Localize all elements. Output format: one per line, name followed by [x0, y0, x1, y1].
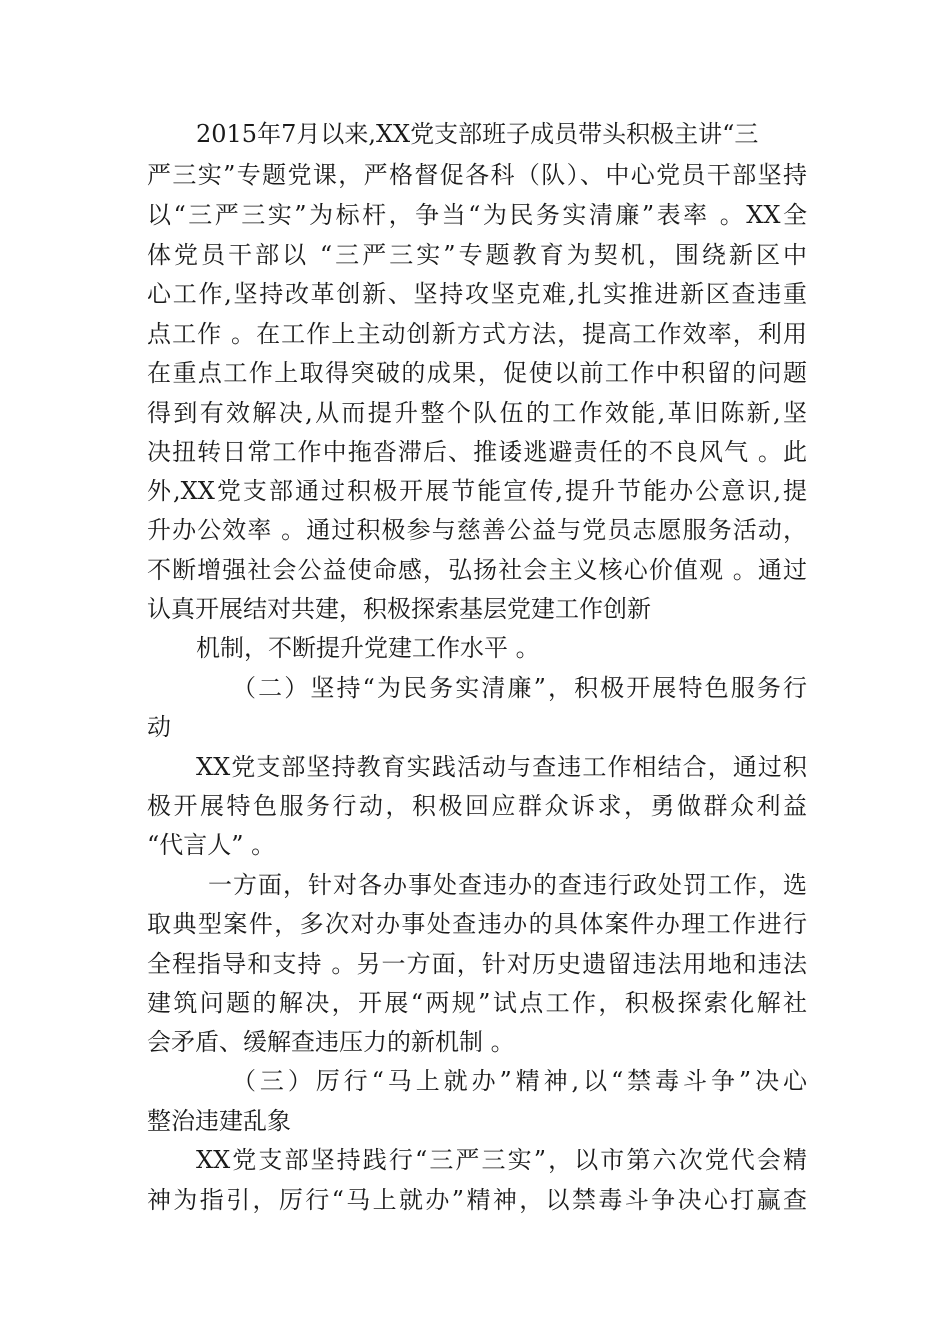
paragraph-line: 得到有效解决,从而提升整个队伍的工作效能,革旧陈新,坚: [147, 399, 807, 427]
paragraph-line: 认真开展结对共建，积极探索基层党建工作创新: [147, 595, 651, 623]
paragraph-line: 取典型案件，多次对办事处查违办的具体案件办理工作进行: [147, 910, 807, 938]
heading-line: （三）厉行“马上就办”精神,以“禁毒斗争”决心: [232, 1067, 807, 1095]
paragraph-line: “代言人” 。: [147, 831, 276, 859]
paragraph-line: 机制，不断提升党建工作水平 。: [196, 634, 540, 662]
paragraph-line: 建筑问题的解决，开展“两规”试点工作，积极探索化解社: [147, 989, 807, 1017]
paragraph-line: 严三实”专题党课，严格督促各科（队）、中心党员干部坚持: [147, 161, 807, 189]
heading-line: （二）坚持“为民务实清廉”，积极开展特色服务行: [232, 674, 807, 702]
paragraph-line: 外,XX党支部通过积极开展节能宣传,提升节能办公意识,提: [147, 477, 807, 505]
paragraph-line: 会矛盾、缓解查违压力的新机制 。: [147, 1028, 515, 1056]
paragraph-line: 升办公效率 。通过积极参与慈善公益与党员志愿服务活动，: [147, 516, 807, 544]
paragraph-line: 决扭转日常工作中拖沓滞后、推诿逃避责任的不良风气 。此: [147, 438, 807, 466]
paragraph-line: 全程指导和支持 。另一方面，针对历史遗留违法用地和违法: [147, 950, 807, 978]
heading-line: 动: [147, 713, 171, 741]
paragraph-line: 以“三严三实”为标杆，争当“为民务实清廉”表率 。XX全: [147, 201, 807, 229]
paragraph-line: 心工作,坚持改革创新、坚持攻坚克难,扎实推进新区查违重: [147, 280, 807, 308]
paragraph-line: 不断增强社会公益使命感，弘扬社会主义核心价值观 。通过: [147, 556, 807, 584]
paragraph-line: 点工作 。在工作上主动创新方式方法，提高工作效率，利用: [147, 320, 807, 348]
paragraph-line: 一方面，针对各办事处查违办的查违行政处罚工作，选: [208, 871, 807, 899]
paragraph-line: XX党支部坚持教育实践活动与查违工作相结合，通过积: [196, 753, 807, 781]
paragraph-line: 2015年7月以来,XX党支部班子成员带头积极主讲“三: [196, 120, 759, 148]
paragraph-line: 极开展特色服务行动，积极回应群众诉求，勇做群众利益: [147, 792, 807, 820]
paragraph-line: 在重点工作上取得突破的成果，促使以前工作中积留的问题: [147, 359, 807, 387]
paragraph-line: XX党支部坚持践行“三严三实”，以市第六次党代会精: [196, 1146, 807, 1174]
paragraph-line: 神为指引，厉行“马上就办”精神，以禁毒斗争决心打赢查: [147, 1186, 807, 1214]
heading-line: 整治违建乱象: [147, 1107, 291, 1135]
paragraph-line: 体党员干部以 “三严三实”专题教育为契机，围绕新区中: [147, 241, 807, 269]
